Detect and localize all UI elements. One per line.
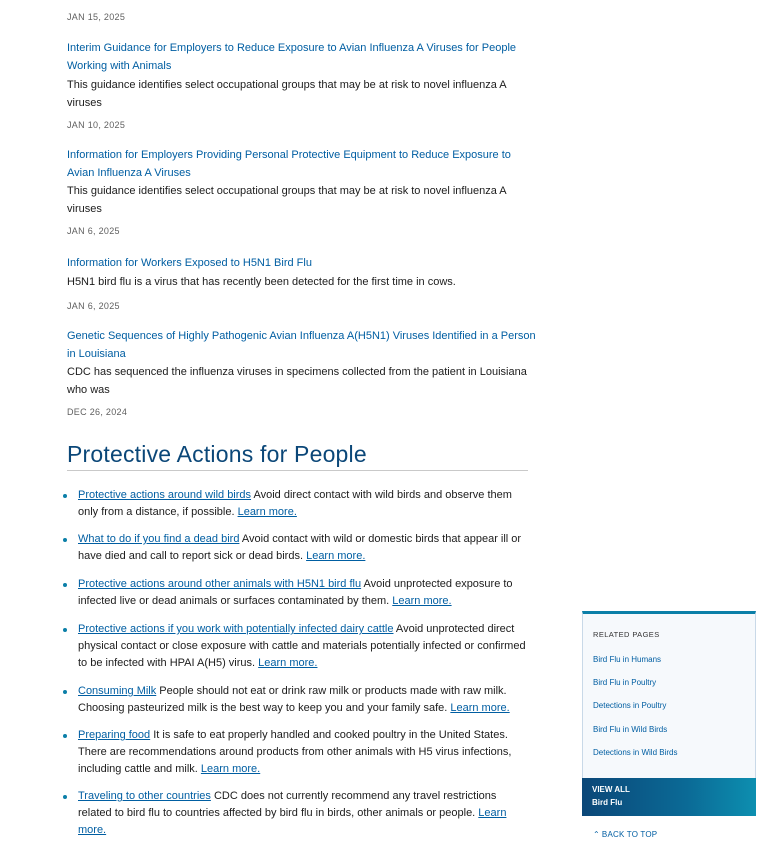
news-date: JAN 6, 2025 <box>67 301 120 311</box>
action-link[interactable]: Protective actions around other animals with H5N1 bird flu <box>78 578 362 590</box>
view-all-topic: Bird Flu <box>592 798 623 807</box>
news-description: CDC has sequenced the influenza viruses in specimens collected from the patient in Louisiana who was <box>67 366 527 396</box>
related-pages-title: RELATED PAGES <box>593 630 660 639</box>
section-heading: Protective Actions for People <box>67 441 367 467</box>
bullet-dot <box>63 628 67 632</box>
action-link[interactable]: Traveling to other countries <box>78 790 211 802</box>
action-text: Avoid contact with wild or domestic birds that appear ill or have died and call to report sick or dead birds. <box>78 533 522 562</box>
action-link[interactable]: Protective actions if you work with potentially infected dairy cattle <box>78 623 394 635</box>
view-all-label: VIEW ALL <box>592 785 630 794</box>
chevron-up-icon: ⌃ <box>593 830 600 839</box>
related-link-detections-in-wild-birds[interactable]: Detections in Wild Birds <box>593 748 678 757</box>
learn-more-link[interactable]: Learn more. <box>450 702 510 714</box>
view-all-button[interactable] <box>582 778 756 816</box>
news-date: JAN 10, 2025 <box>67 120 126 130</box>
action-link[interactable]: What to do if you find a dead bird <box>78 533 240 545</box>
bullet-dot <box>63 583 67 587</box>
action-text: CDC does not currently recommend any travel restrictions related to bird flu to countries affected by bird flu in birds, other animals or people. <box>78 790 497 819</box>
bullet-dot <box>63 538 67 542</box>
bullet-dot <box>63 690 67 694</box>
news-title-link[interactable]: Interim Guidance for Employers to Reduce Exposure to Avian Influenza A Viruses for People Working with Animals <box>67 42 517 72</box>
news-date: JAN 15, 2025 <box>67 12 126 22</box>
related-link-bird-flu-in-poultry[interactable]: Bird Flu in Poultry <box>593 678 657 687</box>
bullet-dot <box>63 734 67 738</box>
news-description: H5N1 bird flu is a virus that has recently been detected for the first time in cows. <box>67 276 456 288</box>
news-date: JAN 6, 2025 <box>67 226 120 236</box>
back-to-top-label: BACK TO TOP <box>601 830 658 839</box>
learn-more-link[interactable]: Learn more. <box>237 506 297 518</box>
related-link-detections-in-poultry[interactable]: Detections in Poultry <box>593 701 667 710</box>
learn-more-link[interactable]: Learn more. <box>392 595 452 607</box>
news-description: This guidance identifies select occupational groups that may be at risk to novel influenza A viruses <box>67 79 507 109</box>
news-title-link[interactable]: Information for Workers Exposed to H5N1 Bird Flu <box>67 257 312 269</box>
related-pages-box <box>582 611 756 815</box>
action-text: Avoid unprotected direct physical contact or close exposure with cattle and materials potentially infected or confirmed to be infected with HPAI A(H5) virus. <box>78 623 526 669</box>
action-text: It is safe to eat properly handled and cooked poultry in the United States. There are recommendations around products from other animals with H5 virus infections, including cattle and milk. <box>78 729 512 775</box>
bullet-dot <box>63 795 67 799</box>
bullet-dot <box>63 494 67 498</box>
action-link[interactable]: Preparing food <box>78 729 151 741</box>
news-title-link[interactable]: Information for Employers Providing Personal Protective Equipment to Reduce Exposure to Avian Influenza A Viruses <box>67 149 511 179</box>
action-text: Avoid direct contact with wild birds and observe them only from a distance, if possible. <box>78 489 512 518</box>
learn-more-link[interactable]: Learn more. <box>78 807 507 836</box>
related-link-bird-flu-in-wild-birds[interactable]: Bird Flu in Wild Birds <box>593 725 668 734</box>
news-title-link[interactable]: Genetic Sequences of Highly Pathogenic Avian Influenza A(H5N1) Viruses Identified in a Person in Louisiana <box>67 330 536 360</box>
news-date: DEC 26, 2024 <box>67 407 128 417</box>
news-description: This guidance identifies select occupational groups that may be at risk to novel influenza A viruses <box>67 185 507 215</box>
action-link[interactable]: Protective actions around wild birds <box>78 489 252 501</box>
learn-more-link[interactable]: Learn more. <box>306 550 366 562</box>
related-link-bird-flu-in-humans[interactable]: Bird Flu in Humans <box>593 655 662 664</box>
heading-divider <box>67 470 528 471</box>
action-text: People should not eat or drink raw milk or products made with raw milk. Choosing pasteurized milk is the best way to keep you and your family safe. <box>78 685 507 714</box>
action-text: Avoid unprotected exposure to infected live or dead animals or surfaces contaminated by them. <box>78 578 513 607</box>
action-link[interactable]: Consuming Milk <box>78 685 157 697</box>
back-to-top-link[interactable] <box>593 830 657 839</box>
learn-more-link[interactable]: Learn more. <box>258 657 318 669</box>
learn-more-link[interactable]: Learn more. <box>200 763 261 775</box>
